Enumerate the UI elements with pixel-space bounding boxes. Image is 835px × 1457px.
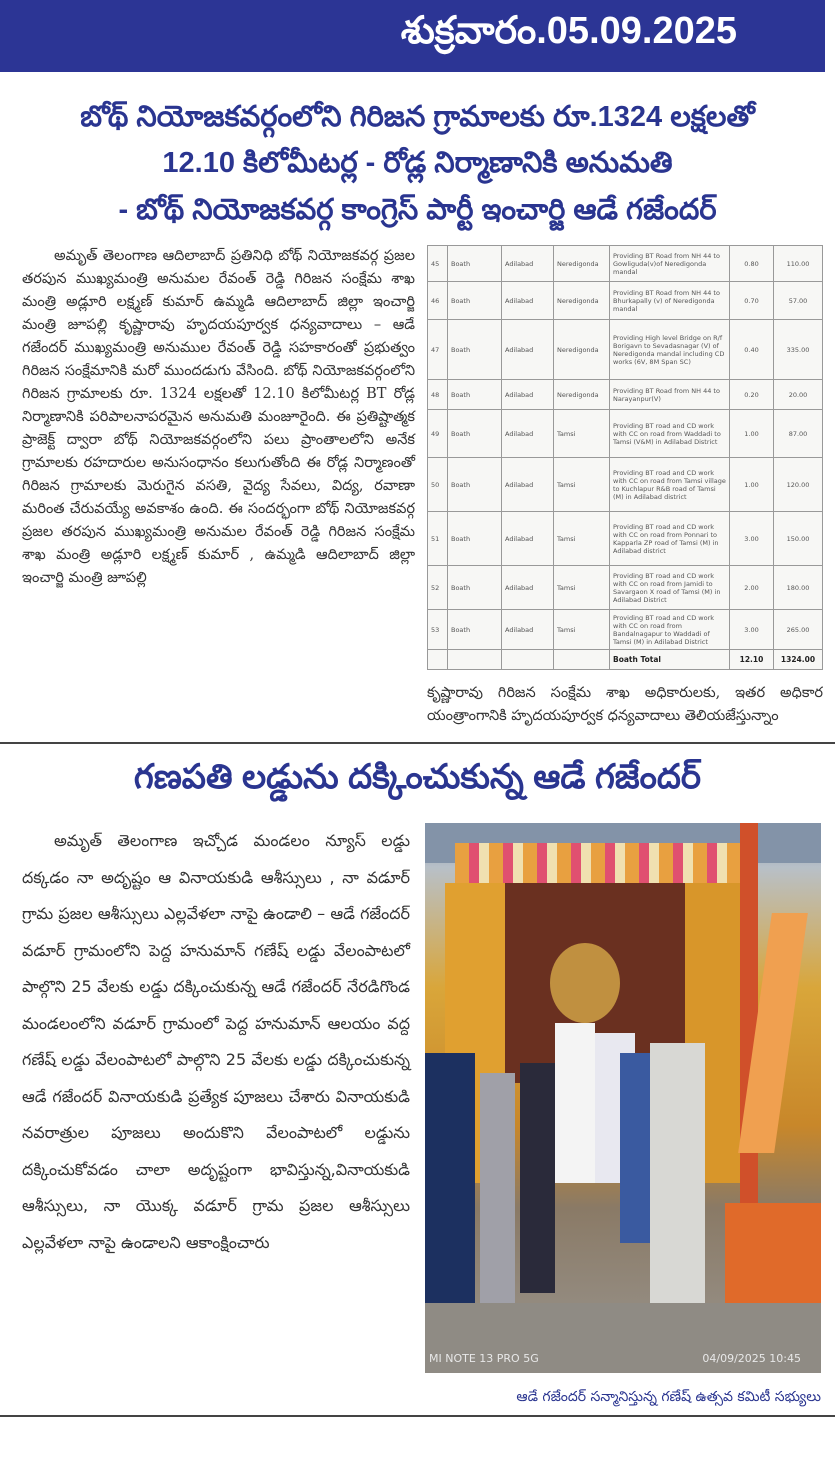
issue-date: శుక్రవారం.05.09.2025	[400, 10, 737, 52]
empty-cell	[554, 650, 610, 670]
cell-sno: 48	[428, 380, 448, 410]
cell-length-km: 3.00	[730, 512, 774, 566]
cell-mandal: Neredigonda	[554, 380, 610, 410]
article2-body	[22, 823, 410, 1261]
article2-text: అమృత్ తెలంగాణ ఇచ్చోడ మండలం న్యూస్ లడ్డు దక్కడం నా అదృష్టం ఆ వినాయకుడి ఆశీస్సులు , నా వడూర్ గ్రామ ప్రజల ఆశీస్సులు ఎల్లవేళలా నాపై ఉండాలి – ఆడే గజేందర్ వడూర్ గ్రామంలోని పెద్ద హనుమాన్ గణేష్ లడ్డు వేలంపాటలో పాల్గొని 25 వేలకు లడ్డు దక్కించుకున్న ఆడే గజేందర్ నేరడిగొండ మండలంలోని వడూర్ గ్రామంలో పెద్ద హనుమాన్ ఆలయం వద్ద గణేష్ లడ్డు వేలంపాటలో పాల్గొని 25 వేలకు లడ్డు దక్కించుకున్న ఆడే గజేందర్ వినాయకుడి ప్రత్యేక పూజలు చేశారు వినాయకుడి నవరాత్రుల పూజలు అందుకొని వేలంపాటలో లడ్డును దక్కించుకోవడం చాలా అదృష్టంగా భావిస్తున్న,వినాయకుడి ఆశీస్సులు, నా యొక్క వడూర్ గ్రామ ప్రజల ఆశీస్సులు ఎల్లవేళలా నాపై ఉండాలని ఆకాంక్షించారు	[22, 831, 410, 1252]
cell-constituency: Boath	[448, 410, 502, 458]
cell-work: Providing BT Road from NH 44 to Narayanpur(V)	[610, 380, 730, 410]
date-banner	[0, 0, 825, 72]
cell-amount: 120.00	[774, 458, 823, 512]
cell-work: Providing High level Bridge on R/f Borigavn to Sevadasnagar (V) of Neredigonda mandal including CD works (6V, 8M Span SC)	[610, 320, 730, 380]
cell-mandal: Tamsi	[554, 512, 610, 566]
cell-amount: 150.00	[774, 512, 823, 566]
cell-length-km: 2.00	[730, 566, 774, 610]
cell-length-km: 0.40	[730, 320, 774, 380]
article2-right-column	[425, 823, 821, 1407]
cell-district: Adilabad	[502, 566, 554, 610]
cell-length-km: 1.00	[730, 410, 774, 458]
cell-amount: 180.00	[774, 566, 823, 610]
total-label: Boath Total	[610, 650, 730, 670]
cell-amount: 110.00	[774, 246, 823, 282]
empty-cell	[428, 650, 448, 670]
table-row	[428, 410, 823, 458]
article1-section	[0, 245, 835, 728]
cell-length-km: 0.70	[730, 282, 774, 320]
article1-body	[22, 245, 415, 590]
cell-work: Providing BT Road from NH 44 to Gowliguda(v)of Neredigonda mandal	[610, 246, 730, 282]
cell-work: Providing BT road and CD work with CC on road from Waddadi to Tamsi (V&M) in Adilabad District	[610, 410, 730, 458]
cell-work: Providing BT road and CD work with CC on road from Jamidi to Savargaon X road of Tamsi (M) in Adilabad District	[610, 566, 730, 610]
table-row	[428, 458, 823, 512]
cell-constituency: Boath	[448, 566, 502, 610]
cell-sno: 45	[428, 246, 448, 282]
cell-work: Providing BT road and CD work with CC on road from Bandalnagapur to Waddadi of Tamsi (M) in Adilabad District	[610, 610, 730, 650]
cell-length-km: 0.20	[730, 380, 774, 410]
cell-work: Providing BT road and CD work with CC on road from Tamsi village to Kuchlapur R&B road of Tamsi (M) in Adilabad district	[610, 458, 730, 512]
photo-caption: ఆడే గజేందర్ సన్మానిస్తున్న గణేష్ ఉత్సవ కమిటీ సభ్యులు	[516, 1389, 821, 1406]
total-amount: 1324.00	[774, 650, 823, 670]
cell-sno: 49	[428, 410, 448, 458]
cell-work: Providing BT road and CD work with CC on road from Ponnari to Kapparla ZP road of Tamsi (M) in Adilabad district	[610, 512, 730, 566]
cell-constituency: Boath	[448, 458, 502, 512]
cell-sno: 52	[428, 566, 448, 610]
cell-district: Adilabad	[502, 380, 554, 410]
headline-line-1: బోథ్ నియోజకవర్గంలోని గిరిజన గ్రామాలకు రూ.1324 లక్షలతో	[80, 101, 755, 133]
cell-sno: 50	[428, 458, 448, 512]
cell-amount: 20.00	[774, 380, 823, 410]
cell-work: Providing BT Road from NH 44 to Bhurkapally (v) of Neredigonda mandal	[610, 282, 730, 320]
cell-mandal: Neredigonda	[554, 246, 610, 282]
device-watermark: MI NOTE 13 PRO 5G	[429, 1352, 539, 1366]
cell-constituency: Boath	[448, 610, 502, 650]
table-total-row	[428, 650, 823, 670]
cell-amount: 265.00	[774, 610, 823, 650]
cell-district: Adilabad	[502, 512, 554, 566]
article1-text: అమృత్ తెలంగాణ ఆదిలాబాద్ ప్రతినిధి బోథ్ నియోజకవర్గ ప్రజల తరపున ముఖ్యమంత్రి అనుమల రేవంత్ రెడ్డి గిరిజన సంక్షేమ శాఖ మంత్రి అడ్లూరి లక్ష్మణ్ కుమార్ ఉమ్మడి ఆదిలాబాద్ జిల్లా ఇంచార్జి మంత్రి జూపల్లి కృష్ణారావు హృదయపూర్వక ధన్యవాదాలు – ఆడే గజేందర్ ముఖ్యమంత్రి అనుముల రేవంత్ రెడ్డి సహకారంతో ప్రభుత్వం గిరిజన సంక్షేమానికి మరో ముందడుగు వేసింది. బోథ్ నియోజకవర్గంలోని గిరిజన గ్రామాలకు రూ. 1324 లక్షలతో 12.10 కిలోమీటర్ల BT రోడ్ల నిర్మాణానికి పరిపాలనాపరమైన అనుమతి మంజూరైంది. ఈ ప్రతిష్టాత్మక ప్రాజెక్ట్ ద్వారా బోథ్ నియోజకవర్గంలోని పలు ప్రాంతాలలోని అనేక గ్రామాలకు రహదారుల అనుసంధానం కలుగుతోంది ఈ రోడ్ల నిర్మాణంతో గిరిజన గ్రామాలకు మెరుగైన వసతి, వైద్య సేవలు, విద్య, రవాణా మరింత చేరువయ్యే అవకాశం ఉంది. ఈ సందర్భంగా బోథ్ నియోజకవర్గ ప్రజల తరపున ముఖ్యమంత్రి అనుమల రేవంత్ రెడ్డి గిరిజన సంక్షేమ శాఖ మంత్రి అడ్లూరి లక్ష్మణ్ కుమార్ , ఉమ్మడి ఆదిలాబాద్ జిల్లా ఇంచార్జి మంత్రి జూపల్లి	[22, 248, 415, 587]
cell-constituency: Boath	[448, 246, 502, 282]
cell-sno: 46	[428, 282, 448, 320]
cell-constituency: Boath	[448, 512, 502, 566]
cell-amount: 57.00	[774, 282, 823, 320]
road-works-table	[427, 245, 823, 670]
cell-district: Adilabad	[502, 246, 554, 282]
cell-district: Adilabad	[502, 410, 554, 458]
total-length: 12.10	[730, 650, 774, 670]
cell-district: Adilabad	[502, 320, 554, 380]
cell-amount: 335.00	[774, 320, 823, 380]
cell-mandal: Neredigonda	[554, 320, 610, 380]
cell-sno: 53	[428, 610, 448, 650]
cell-mandal: Tamsi	[554, 566, 610, 610]
table-row	[428, 380, 823, 410]
cell-sno: 47	[428, 320, 448, 380]
article2-headline: గణపతి లడ్డును దక్కించుకున్న ఆడే గజేందర్	[133, 758, 702, 797]
cell-amount: 87.00	[774, 410, 823, 458]
table-row	[428, 246, 823, 282]
table-row	[428, 512, 823, 566]
event-photo	[425, 823, 821, 1373]
headline-line-3: - బోథ్ నియోజకవర్గ కాంగ్రెస్ పార్టీ ఇంచార్జి ఆడే గజేందర్	[118, 193, 717, 226]
photo-timestamp: 04/09/2025 10:45	[702, 1352, 801, 1366]
article1-headline	[0, 72, 835, 245]
cell-constituency: Boath	[448, 380, 502, 410]
cell-district: Adilabad	[502, 282, 554, 320]
cell-mandal: Tamsi	[554, 610, 610, 650]
cell-mandal: Tamsi	[554, 458, 610, 512]
table-row	[428, 610, 823, 650]
table-row	[428, 282, 823, 320]
table-row	[428, 566, 823, 610]
cell-district: Adilabad	[502, 610, 554, 650]
empty-cell	[502, 650, 554, 670]
article1-right-column	[427, 245, 823, 728]
bottom-divider	[0, 1415, 835, 1417]
cell-length-km: 0.80	[730, 246, 774, 282]
cell-constituency: Boath	[448, 282, 502, 320]
headline-line-2: 12.10 కిలోమీటర్ల - రోడ్ల నిర్మాణానికి అనుమతి	[162, 147, 673, 180]
article2-section	[0, 823, 835, 1407]
empty-cell	[448, 650, 502, 670]
cell-length-km: 3.00	[730, 610, 774, 650]
cell-district: Adilabad	[502, 458, 554, 512]
cell-constituency: Boath	[448, 320, 502, 380]
table-row	[428, 320, 823, 380]
cell-length-km: 1.00	[730, 458, 774, 512]
cell-mandal: Neredigonda	[554, 282, 610, 320]
article1-continuation: కృష్ణారావు గిరిజన సంక్షేమ శాఖ అధికారులకు, ఇతర అధికార యంత్రాంగానికి హృదయపూర్వక ధన్యవాదాలు తెలియజేస్తున్నాం	[427, 685, 823, 725]
cell-mandal: Tamsi	[554, 410, 610, 458]
cell-sno: 51	[428, 512, 448, 566]
